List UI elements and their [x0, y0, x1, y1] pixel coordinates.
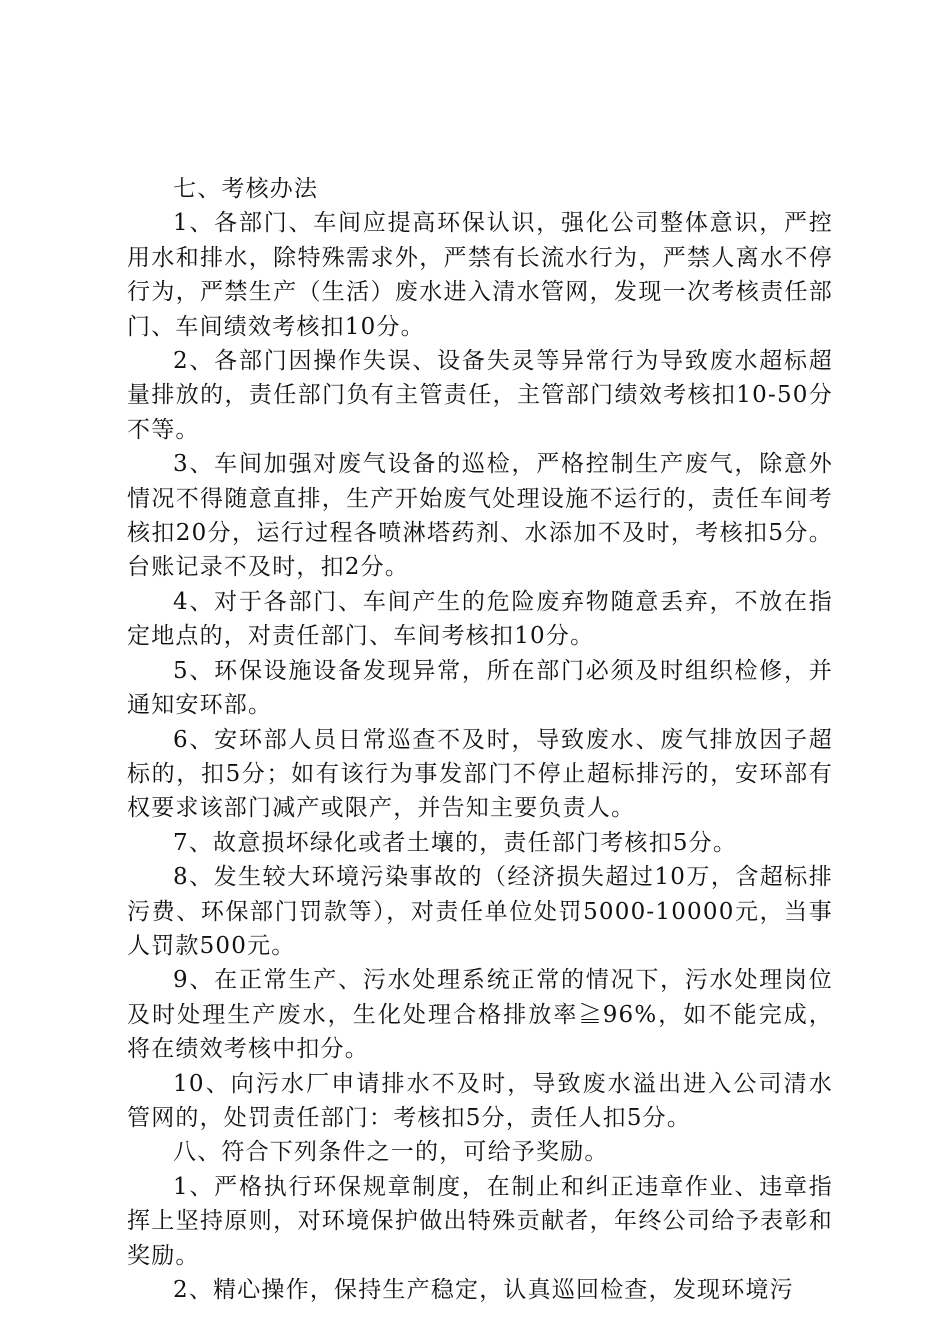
- paragraph: 6、安环部人员日常巡查不及时，导致废水、废气排放因子超标的，扣5分；如有该行为事发部门不停止超标排污的，安环部有权要求该部门减产或限产，并告知主要负责人。: [127, 726, 833, 822]
- paragraph: 1、各部门、车间应提高环保认识，强化公司整体意识，严控用水和排水，除特殊需求外，严禁有长流水行为，严禁人离水不停行为，严禁生产（生活）废水进入清水管网，发现一次考核责任部门、车间绩效考核扣10分。: [127, 210, 833, 340]
- paragraph: 1、严格执行环保规章制度，在制止和纠正违章作业、违章指挥上坚持原则，对环境保护做出特殊贡献者，年终公司给予表彰和奖励。: [127, 1173, 833, 1269]
- paragraph: 2、各部门因操作失误、设备失灵等异常行为导致废水超标超量排放的，责任部门负有主管责任，主管部门绩效考核扣10-50分不等。: [127, 348, 833, 443]
- paragraph: 5、环保设施设备发现异常，所在部门必须及时组织检修，并通知安环部。: [127, 657, 833, 719]
- section-heading-rewards: 八、符合下列条件之一的，可给予奖励。: [173, 1139, 609, 1166]
- document-body: [127, 172, 833, 1307]
- paragraph: 9、在正常生产、污水处理系统正常的情况下，污水处理岗位及时处理生产废水，生化处理合格排放率≧96%，如不能完成，将在绩效考核中扣分。: [127, 967, 833, 1063]
- section-heading-assessment: 七、考核办法: [173, 176, 319, 202]
- paragraph: 10、向污水厂申请排水不及时，导致废水溢出进入公司清水管网的，处罚责任部门：考核扣5分，责任人扣5分。: [127, 1070, 833, 1131]
- paragraph: 8、发生较大环境污染事故的（经济损失超过10万，含超标排污费、环保部门罚款等），对责任单位处罚5000-10000元，当事人罚款500元。: [127, 864, 833, 959]
- paragraph: 3、车间加强对废气设备的巡检，严格控制生产废气，除意外情况不得随意直排，生产开始废气处理设施不运行的，责任车间考核扣20分，运行过程各喷淋塔药剂、水添加不及时，考核扣5分。台账记录不及时，扣2分。: [127, 451, 833, 581]
- paragraph: 2、精心操作，保持生产稳定，认真巡回检查，发现环境污: [173, 1277, 794, 1303]
- paragraph: 4、对于各部门、车间产生的危险废弃物随意丢弃，不放在指定地点的，对责任部门、车间考核扣10分。: [127, 588, 833, 650]
- paragraph: 7、故意损坏绿化或者土壤的，责任部门考核扣5分。: [173, 829, 738, 856]
